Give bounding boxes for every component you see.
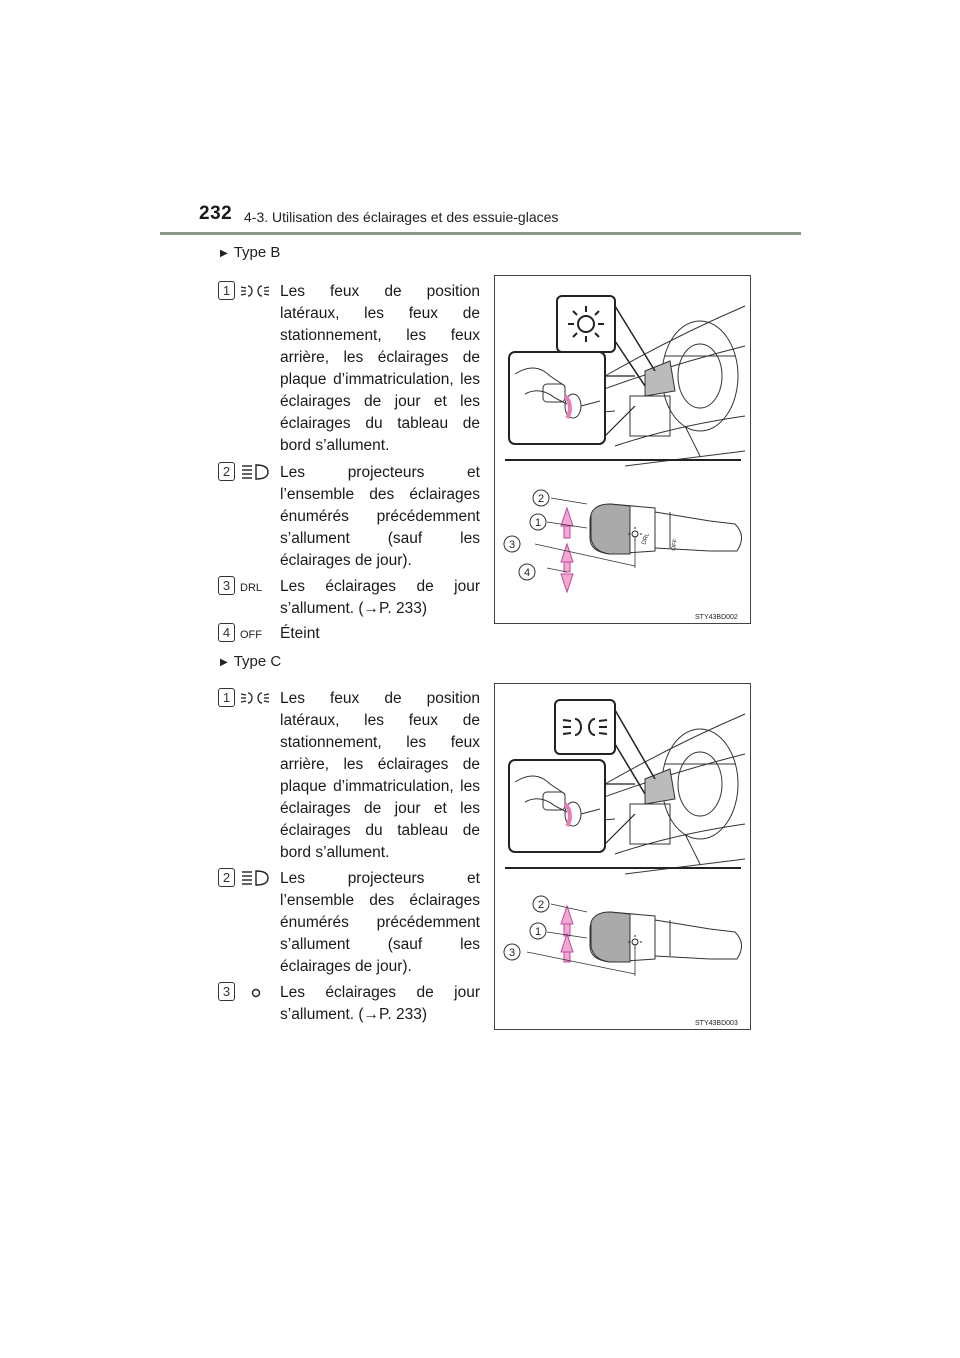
drl-symbol: DRL <box>240 582 263 594</box>
chapter-title: 4-3. Utilisation des éclairages et des essuie-glaces <box>244 209 559 225</box>
item-number-badge: 2 <box>218 868 235 887</box>
item-description: Les éclairages de jour s’allument. (→P. 233) <box>280 578 480 617</box>
item-number-badge: 2 <box>218 462 235 481</box>
type-c-heading <box>220 653 281 670</box>
figure-callout-1: 1 <box>534 926 542 938</box>
type-c-item-2 <box>218 868 480 975</box>
type-c-item-1 <box>218 688 480 861</box>
figure-callout-4: 4 <box>523 567 531 579</box>
item-number-badge: 1 <box>218 688 235 707</box>
item-number-badge: 1 <box>218 281 235 300</box>
type-b-illustration <box>494 275 751 624</box>
item-description: Les feux de position latéraux, les feux de stationnement, les feux arrière, les éclairages de plaque d’immatriculation, les éclairages de jour et les éclairages du tableau de bord s’allument. <box>280 283 480 454</box>
figure-callout-3: 3 <box>508 947 516 959</box>
type-b-item-1 <box>218 281 480 454</box>
off-circle-icon <box>240 983 270 1001</box>
type-c-item-3 <box>218 982 480 1023</box>
lever-drl-label: DRL <box>641 532 651 546</box>
item-number-badge: 3 <box>218 982 235 1001</box>
figure-code: STY43BD002 <box>695 614 738 621</box>
type-b-heading <box>220 244 280 261</box>
tail-lights-icon <box>240 689 270 707</box>
figure-callout-2: 2 <box>537 899 545 911</box>
figure-callout-2: 2 <box>537 493 545 505</box>
lever-off-label: OFF <box>671 538 680 552</box>
type-b-item-2 <box>218 462 480 569</box>
item-description: Les projecteurs et l’ensemble des éclairages énumérés précédemment s’allument (sauf les éclairages de jour). <box>280 870 480 975</box>
item-description: Les projecteurs et l’ensemble des éclairages énumérés précédemment s’allument (sauf les éclairages de jour). <box>280 464 480 569</box>
type-b-item-4 <box>218 623 480 653</box>
item-number-badge: 3 <box>218 576 235 595</box>
figure-code: STY43BD003 <box>695 1020 738 1027</box>
item-description: Les éclairages de jour s’allument. (→P. 233) <box>280 984 480 1023</box>
item-description: Éteint <box>280 625 320 642</box>
item-description: Les feux de position latéraux, les feux de stationnement, les feux arrière, les éclairages de plaque d’immatriculation, les éclairages de jour et les éclairages du tableau de bord s’allument. <box>280 690 480 861</box>
figure-callout-1: 1 <box>534 517 542 529</box>
figure-callout-3: 3 <box>508 539 516 551</box>
item-number-badge: 4 <box>218 623 235 642</box>
tail-lights-icon <box>240 282 270 300</box>
type-c-illustration <box>494 683 751 1030</box>
headlight-icon <box>240 463 270 481</box>
type-b-heading-text: Type B <box>233 244 281 261</box>
type-b-item-3 <box>218 576 480 617</box>
type-c-heading-text: Type C <box>233 653 282 670</box>
headlight-icon <box>240 869 270 887</box>
page-header <box>0 0 960 240</box>
triangle-bullet-icon: ▶ <box>220 657 228 668</box>
header-rule <box>160 232 801 235</box>
page-number: 232 <box>199 203 233 224</box>
triangle-bullet-icon: ▶ <box>220 248 228 259</box>
off-symbol: OFF <box>240 629 262 641</box>
